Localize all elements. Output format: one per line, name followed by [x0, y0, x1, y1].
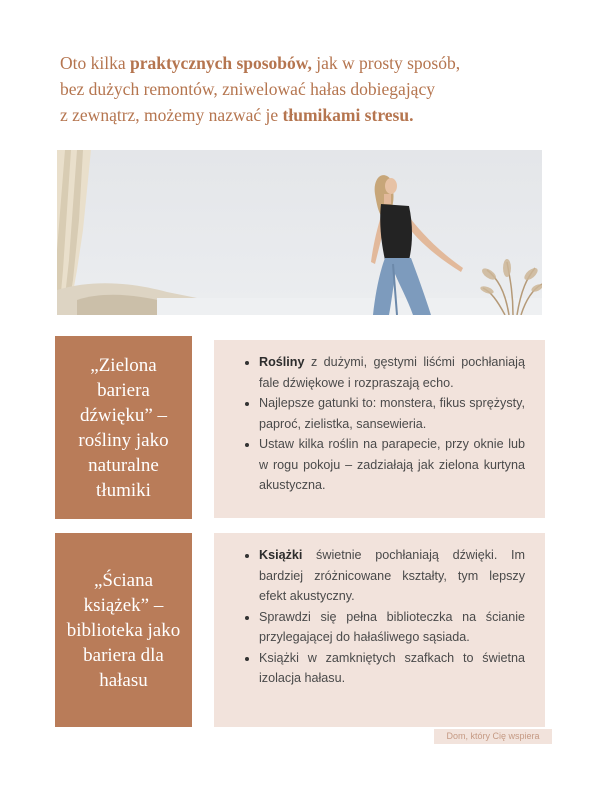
list-item: [259, 648, 525, 689]
section-2-content-box: [214, 533, 545, 727]
list-item: [259, 607, 525, 648]
intro-text-1: Oto kilka: [60, 53, 130, 73]
list-item-text: z dużymi, gęstymi liśćmi pochłaniają fale dźwiękowe i rozpraszają echo.: [259, 355, 525, 390]
section-2-list: [226, 545, 525, 689]
section-2-heading-box: [55, 533, 192, 727]
list-item-bold: Książki: [259, 548, 303, 562]
list-item-text: Sprawdzi się pełna biblioteczka na ścianie przylegającej do hałaśliwego sąsiada.: [259, 609, 525, 644]
hero-photo-illustration: [57, 150, 542, 315]
list-item-text: Książki w zamkniętych szafkach to świetna izolacja hałasu.: [259, 650, 525, 685]
list-item: [259, 434, 525, 496]
section-1-heading-box: [55, 336, 192, 519]
footer-tagline: Dom, który Cię wspiera: [434, 729, 552, 744]
section-1-list: [226, 352, 525, 496]
section-1-heading: „Zielona bariera dźwięku” – rośliny jako naturalne tłumiki: [78, 354, 169, 501]
list-item-text: świetnie pochłaniają dźwięki. Im bardziej zróżnicowane kształty, tym lepszy efekt akustyczny.: [259, 548, 525, 603]
list-item-bold: Rośliny: [259, 355, 305, 369]
hero-photo: [57, 150, 542, 315]
intro-paragraph: [60, 50, 540, 128]
section-2-heading: „Ściana książek” – biblioteka jako bariera dla hałasu: [66, 569, 181, 691]
list-item: [259, 545, 525, 607]
intro-bold-2: tłumikami stresu.: [282, 105, 414, 125]
intro-text-4: z zewnątrz, możemy nazwać je: [60, 105, 283, 125]
list-item-text: Ustaw kilka roślin na parapecie, przy oknie lub w rogu pokoju – zadziałają jak zielona kurtyna akustyczna.: [259, 437, 525, 492]
intro-text-3: bez dużych remontów, zniwelować hałas dobiegający: [60, 79, 435, 99]
list-item: [259, 352, 525, 393]
intro-text-2: jak w prosty sposób,: [311, 53, 461, 73]
intro-bold-1: praktycznych sposobów,: [130, 53, 312, 73]
section-1-content-box: [214, 340, 545, 518]
list-item: [259, 393, 525, 434]
list-item-text: Najlepsze gatunki to: monstera, fikus sprężysty, paproć, zielistka, sansewieria.: [259, 396, 525, 431]
